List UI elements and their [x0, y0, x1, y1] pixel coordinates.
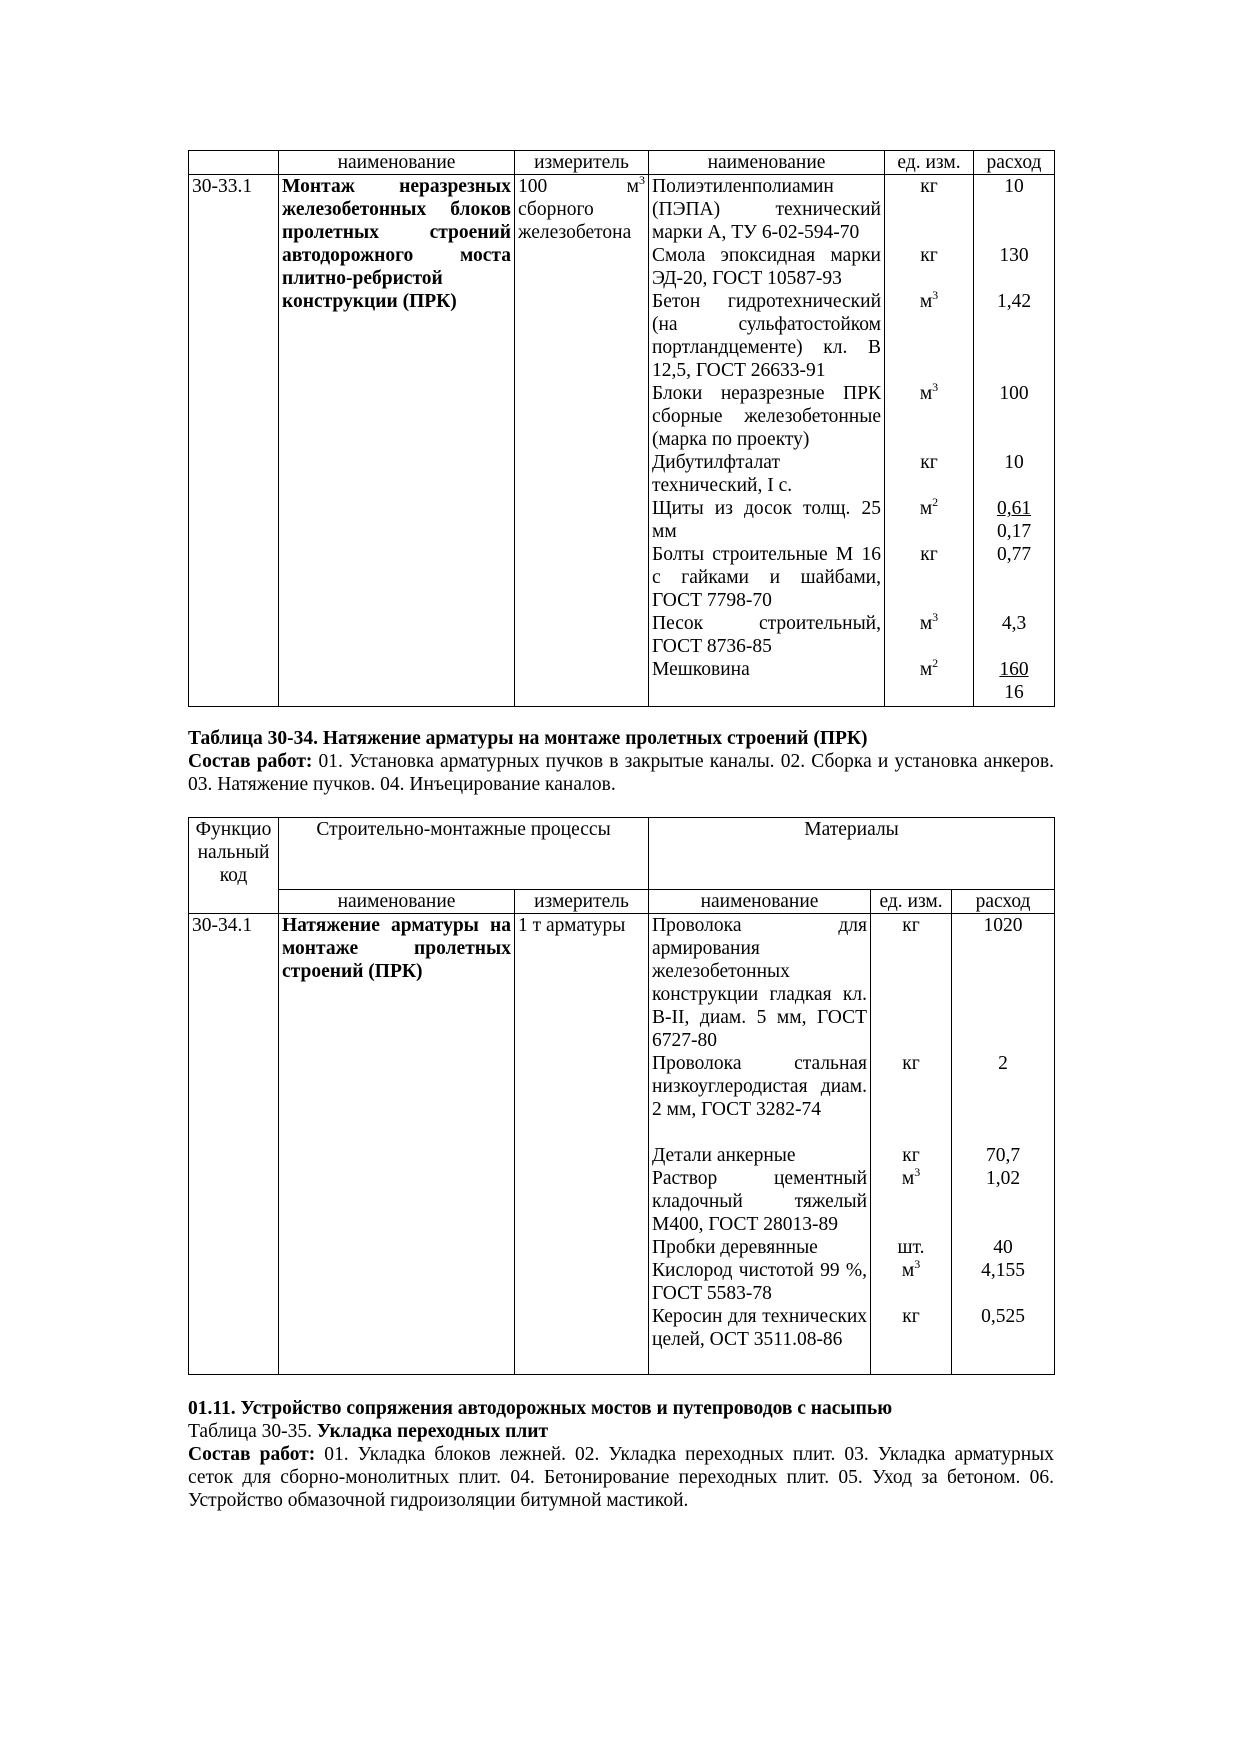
material-quantity: 40	[993, 1237, 1013, 1258]
table-header-row	[189, 818, 1055, 890]
material-quantity: 70,7	[985, 1145, 1021, 1166]
section-heading: 01.11. Устройство сопряжения автодорожных мостов и путепроводов с насыпью	[188, 1398, 893, 1419]
table-30-34-caption: Таблица 30-34. Натяжение арматуры на монтаже пролетных строений (ПРК)	[188, 728, 868, 749]
material-name: Кислород чистотой 99 %, ГОСТ 5583-78	[652, 1260, 868, 1304]
material-name: Детали анкерные	[652, 1145, 796, 1166]
material-name: Керосин для технических целей, ОСТ 3511.08-86	[652, 1306, 868, 1350]
material-unit: $м^3$	[919, 610, 939, 634]
material-unit: кг	[902, 1053, 920, 1074]
material-name: Проволока для армирования железобетонных конструкции гладкая кл. В-II, диам. 5 мм, ГОСТ 6727-80	[652, 915, 868, 1051]
materials-units	[885, 175, 974, 707]
measure-cell: 1 т арматуры	[515, 914, 649, 1375]
table-30-35-caption: Таблица 30-35. Укладка переходных плит	[188, 1421, 549, 1442]
material-name: Песок строительный, ГОСТ 8736-85	[652, 613, 881, 657]
material-unit: кг	[920, 176, 938, 197]
table-30-34	[188, 817, 1055, 1375]
material-unit: $м^3$	[901, 1257, 921, 1281]
header-cell: наименование	[649, 151, 885, 175]
material-name: Щиты из досок толщ. 25 мм	[652, 498, 881, 542]
header-cell: расход	[952, 890, 1055, 914]
material-name: Бетон гидротехнический (на сульфатостойком портландцементе) кл. В 12,5, ГОСТ 26633-91	[652, 291, 881, 381]
material-quantity: 10	[1004, 176, 1024, 197]
measure-text: сборного железобетона	[518, 199, 632, 243]
header-cell: измеритель	[515, 890, 649, 914]
material-name: Проволока стальная низкоуглеродистая диам. 2 мм, ГОСТ 3282-74	[652, 1053, 868, 1120]
material-unit: кг	[902, 1145, 920, 1166]
material-quantity: 4,3	[1001, 613, 1027, 634]
material-unit: кг	[920, 452, 938, 473]
material-unit: $м^3$	[919, 380, 939, 404]
material-quantity: 1,02	[985, 1168, 1021, 1189]
materials-units	[871, 914, 952, 1375]
header-cell: расход	[974, 151, 1055, 175]
header-cell: наименование	[279, 151, 515, 175]
table-subheader-row	[189, 151, 1055, 175]
material-quantity: 2	[998, 1053, 1008, 1074]
material-name: Дибутилфталат технический, I с.	[652, 452, 793, 496]
header-cell: наименование	[649, 890, 871, 914]
measure-cell	[515, 175, 649, 707]
measure-number: 100	[518, 176, 548, 197]
material-unit: $м^3$	[919, 288, 939, 312]
table-row	[189, 914, 1055, 1375]
header-cell: наименование	[279, 890, 515, 914]
materials-names	[649, 914, 871, 1375]
material-quantity: 10	[1004, 452, 1024, 473]
material-quantity: 0,61 0,17	[996, 498, 1032, 542]
material-name: Блоки неразрезные ПРК сборные железобетонные (марка по проекту)	[652, 383, 881, 450]
material-name: Раствор цементный кладочный тяжелый М400, ГОСТ 28013-89	[652, 1168, 868, 1235]
materials-names	[649, 175, 885, 707]
process-name: Монтаж неразрезных железобетонных блоков пролетных строений автодорожного моста плитно-ребристой конструкции (ПРК)	[279, 175, 515, 707]
material-unit: шт.	[897, 1237, 925, 1258]
functional-code: 30-34.1	[189, 914, 279, 1375]
table-row	[189, 175, 1055, 707]
material-unit: кг	[920, 544, 938, 565]
header-processes: Строительно-монтажные процессы	[279, 818, 649, 890]
material-unit: кг	[902, 1306, 920, 1327]
material-name: Пробки деревянные	[652, 1237, 818, 1258]
header-materials: Материалы	[649, 818, 1055, 890]
functional-code: 30-33.1	[189, 175, 279, 707]
material-quantity: 100	[999, 383, 1029, 404]
material-quantity: 0,77	[996, 544, 1032, 565]
material-unit: кг	[920, 245, 938, 266]
material-quantity: 160 16	[999, 659, 1029, 703]
material-name: Смола эпоксидная марки ЭД-20, ГОСТ 10587-93	[652, 245, 881, 289]
material-quantity: 4,155	[981, 1260, 1025, 1281]
material-name: Мешковина	[652, 659, 750, 680]
materials-quantities	[952, 914, 1055, 1375]
process-name: Натяжение арматуры на монтаже пролетных строений (ПРК)	[279, 914, 515, 1375]
header-cell: ед. изм.	[871, 890, 952, 914]
header-cell: ед. изм.	[885, 151, 974, 175]
material-name: Полиэтиленполиамин (ПЭПА) технический марки А, ТУ 6-02-594-70	[652, 176, 881, 243]
material-unit: $м^3$	[901, 1165, 921, 1189]
header-cell-empty	[189, 151, 279, 175]
material-quantity: 1,42	[996, 291, 1032, 312]
document-page	[188, 150, 1054, 1512]
measure-unit: $м^3$	[626, 173, 645, 197]
material-unit: $м^2$	[919, 495, 939, 519]
material-name: Болты строительные М 16 с гайками и шайбами, ГОСТ 7798-70	[652, 544, 881, 611]
header-functional-code: Функцио нальный код	[189, 818, 279, 914]
table-30-35-composition: Состав работ: 01. Укладка блоков лежней. 02. Укладка переходных плит. 03. Укладка арматурных сеток для сборно-монолитных плит. 04. Бетонирование переходных плит. 05. Уход за бетоном. 06. Устройство обмазочной гидроизоляции битумной мастикой.	[188, 1444, 1054, 1511]
table-30-34-composition: Состав работ: 01. Установка арматурных пучков в закрытые каналы. 02. Сборка и установка анкеров. 03. Натяжение пучков. 04. Инъецирование каналов.	[188, 751, 1054, 795]
material-quantity: 130	[999, 245, 1029, 266]
material-quantity: 1020	[983, 915, 1023, 936]
material-unit: кг	[902, 915, 920, 936]
table-30-33	[188, 150, 1055, 707]
header-cell: измеритель	[515, 151, 649, 175]
table-subheader-row	[189, 890, 1055, 914]
material-quantity: 0,525	[981, 1306, 1025, 1327]
material-unit: $м^2$	[919, 656, 939, 680]
materials-quantities	[974, 175, 1055, 707]
